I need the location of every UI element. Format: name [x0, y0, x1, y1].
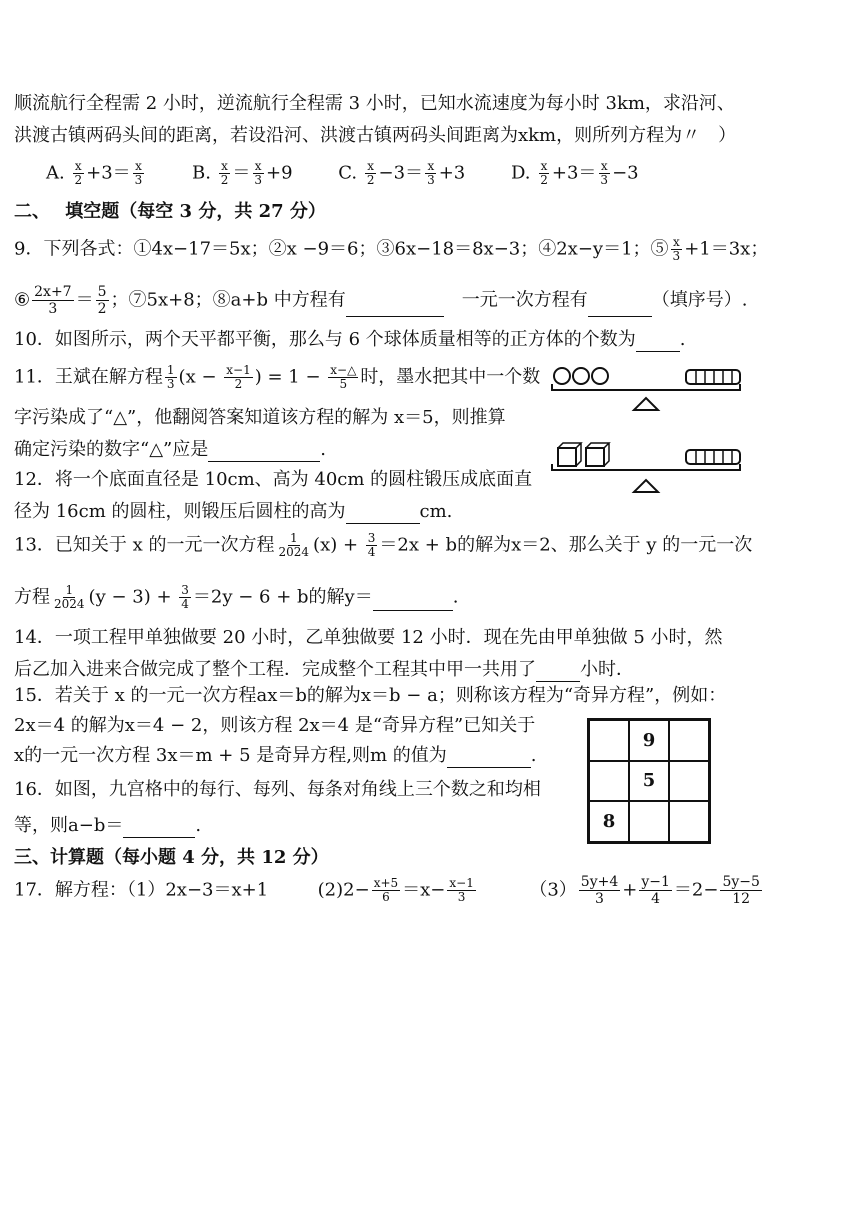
q13-line1: 13．已知关于 x 的一元一次方程 $\frac{1}{2024}$ (x) + $\frac{3}{4}$ ＝2x + b的解为x＝2、那么关于 y 的一元一次: [14, 531, 753, 559]
q9-frac2-num: 5: [97, 284, 107, 300]
q9-frac1-num: 2x+7: [34, 284, 72, 300]
q14-line2-end: 小时．: [580, 659, 634, 680]
q10-blank[interactable]: [636, 333, 680, 352]
q12-line2-text: 径为 16cm 的圆柱，则锻压后圆柱的高为: [14, 501, 346, 522]
q17-plus: +: [622, 879, 638, 901]
q17: [14, 874, 764, 914]
grid-cell: [669, 801, 709, 842]
q9-blank-equations[interactable]: [346, 298, 444, 317]
section3-title: 三、计算题（每小题 4 分，共 12 分）: [14, 847, 329, 868]
q11-line1: 11．王斌在解方程 $\frac{1}{3}$ (x − $\frac{x-1}{2}$ ) = 1 − $\frac{x-\triangle}{5}$ 时，墨水把其中一个数: [14, 363, 541, 391]
balance-scale-2: [548, 440, 744, 496]
q13-mid: ＝2x + b的解为x＝2、那么关于 y 的一元一次: [379, 534, 753, 556]
grid-cell: [589, 720, 629, 761]
grid-cell: 8: [589, 801, 629, 842]
q17-p3-f3-den: 12: [732, 891, 751, 907]
option-b-label: B.: [192, 162, 211, 184]
q9-text-end: （填序号）.: [651, 289, 748, 311]
q11-line3: 确定污染的数字“△”应是 .: [14, 439, 326, 460]
q14-blank[interactable]: [536, 663, 580, 682]
q9-text-b: ；⑦5x+8；⑧a+b 中方程有: [110, 289, 346, 311]
fulcrum-icon: [634, 480, 658, 492]
q9-text-a: 9．下列各式：①4x−17＝5x；②x −9＝6；③6x−18＝8x−3；④2x−y＝1；⑤: [14, 238, 669, 260]
q15-line2: 2x＝4 的解为x＝4 − 2，则该方程 2x＝4 是“奇异方程”已知关于: [14, 715, 536, 736]
q17-p3-f1-num: 5y+4: [580, 874, 619, 890]
q17-p3-f2-den: 4: [651, 891, 661, 907]
q14-line2-text: 后乙加入进来合做完成了整个工程．完成整个工程其中甲一共用了: [14, 659, 536, 680]
q17-eq: ＝2−: [673, 879, 719, 901]
q17-part2-mid: ＝x−: [402, 879, 446, 901]
option-a[interactable]: A. $\frac{x}{2}$ +3＝ $\frac{x}{3}$: [46, 159, 143, 187]
q11-blank[interactable]: [208, 443, 320, 462]
balance-scale-1: [548, 364, 744, 416]
q9-marker-6: ⑥: [14, 289, 31, 311]
q11-line2: 字污染成了“△”，他翻阅答案知道该方程的解为 x＝5，则推算: [14, 407, 506, 428]
q9-frac-num: x: [672, 235, 680, 249]
option-c-label: C.: [338, 162, 358, 184]
q12-line2: [14, 500, 452, 524]
q8-line1: 顺流航行全程需 2 小时，逆流航行全程需 3 小时，已知水流速度为每小时 3km，求沿河、: [14, 93, 735, 114]
fulcrum-icon: [634, 398, 658, 410]
q15-blank[interactable]: [447, 749, 531, 768]
q15-line3-text: x的一元一次方程 3x＝m + 5 是奇异方程,则m 的值为: [14, 745, 447, 766]
q17-part3-pre: （3）: [529, 879, 577, 901]
q9-line2: [14, 284, 747, 316]
q13-line2-mid: ＝2y − 6 + b的解y＝: [192, 586, 373, 608]
q17-p3-f2-num: y−1: [641, 874, 670, 890]
magic-square-grid: [587, 718, 711, 844]
q17-p2-f1-den: 6: [382, 890, 390, 904]
q9-frac-den: 3: [672, 249, 681, 263]
q11-pre: 11．王斌在解方程: [14, 366, 163, 388]
q17-part2-pre: (2)2−: [317, 879, 370, 901]
option-d-label: D.: [510, 162, 531, 184]
grid-cell: [589, 761, 629, 802]
q14-line1: 14．一项工程甲单独做要 20 小时，乙单独做要 12 小时．现在先由甲单独做 5 小时，然: [14, 627, 723, 648]
q12-unit: cm.: [419, 501, 453, 522]
q9-blank-linear[interactable]: [588, 298, 652, 317]
q17-p2-f2-num: x−1: [449, 876, 474, 890]
q9-line1: [14, 236, 768, 266]
q9-text-a-tail: +1＝3x；: [684, 238, 769, 260]
grid-cell: 9: [629, 720, 669, 761]
q17-p2-f1-num: x+5: [373, 876, 399, 890]
q8-line2: 洪渡古镇两码头间的距离，若设沿河、洪渡古镇两码头间距离为xkm，则所列方程为〃 ）: [14, 125, 737, 146]
q12-blank[interactable]: [346, 505, 420, 524]
q11-line3-text: 确定污染的数字“△”应是: [14, 439, 209, 460]
q17-p3-f1-den: 3: [595, 891, 604, 907]
grid-cell: [669, 720, 709, 761]
option-a-label: A.: [46, 162, 65, 184]
q10: 10．如图所示，两个天平都平衡，那么与 6 个球体质量相等的正方体的个数为 .: [14, 329, 686, 350]
q16-line1: 16．如图，九宫格中的每行、每列、每条对角线上三个数之和均相: [14, 779, 541, 800]
ball-icon: [554, 368, 570, 384]
q8-options: [46, 160, 679, 190]
grid-cell: [669, 761, 709, 802]
q16-blank[interactable]: [123, 819, 195, 838]
option-c[interactable]: C. $\frac{x}{2}$ −3＝ $\frac{x}{3}$ +3: [338, 159, 466, 187]
q13-blank[interactable]: [373, 592, 453, 611]
q13-line2: 方程 $\frac{1}{2024}$ (y − 3) + $\frac{3}{4}$ ＝2y − 6 + b的解y＝ .: [14, 583, 459, 611]
q13-pre: 13．已知关于 x 的一元一次方程: [14, 534, 275, 556]
q17-part1: 17．解方程：（1）2x−3＝x+1: [14, 879, 269, 901]
q17-p2-f2-den: 3: [457, 890, 466, 904]
ball-icon: [592, 368, 608, 384]
q12-line1: 12．将一个底面直径是 10cm、高为 40cm 的圆柱锻压成底面直: [14, 469, 533, 490]
q9-text-mid: 一元一次方程有: [461, 289, 588, 311]
q13-line2-pre: 方程: [14, 586, 50, 608]
q15-line1: 15．若关于 x 的一元一次方程ax＝b的解为x＝b − a；则称该方程为“奇异方程”，例如：: [14, 685, 727, 706]
q15-line3: x的一元一次方程 3x＝m + 5 是奇异方程,则m 的值为 .: [14, 745, 537, 766]
cube-icon: [586, 448, 604, 466]
q16-line2: 等，则a−b＝ .: [14, 815, 202, 836]
grid-cell: [629, 801, 669, 842]
q17-p3-f3-num: 5y−5: [722, 874, 760, 890]
option-b[interactable]: B. $\frac{x}{2}$ ＝ $\frac{x}{3}$ +9: [192, 159, 293, 187]
q10-text: 10．如图所示，两个天平都平衡，那么与 6 个球体质量相等的正方体的个数为: [14, 329, 636, 350]
section2-title: 二、 填空题（每空 3 分，共 27 分）: [14, 201, 326, 222]
cube-icon: [558, 448, 576, 466]
q16-line2-text: 等，则a−b＝: [14, 815, 124, 836]
option-d[interactable]: D. $\frac{x}{2}$ +3＝ $\frac{x}{3}$ −3: [510, 159, 639, 187]
q11-mid: 时，墨水把其中一个数: [360, 366, 541, 388]
grid-cell: 5: [629, 761, 669, 802]
q14-line2: [14, 658, 634, 682]
q9-frac2-den: 2: [97, 301, 107, 317]
q9-eq: ＝: [75, 289, 94, 311]
q9-frac1-den: 3: [48, 301, 58, 317]
ball-icon: [573, 368, 589, 384]
